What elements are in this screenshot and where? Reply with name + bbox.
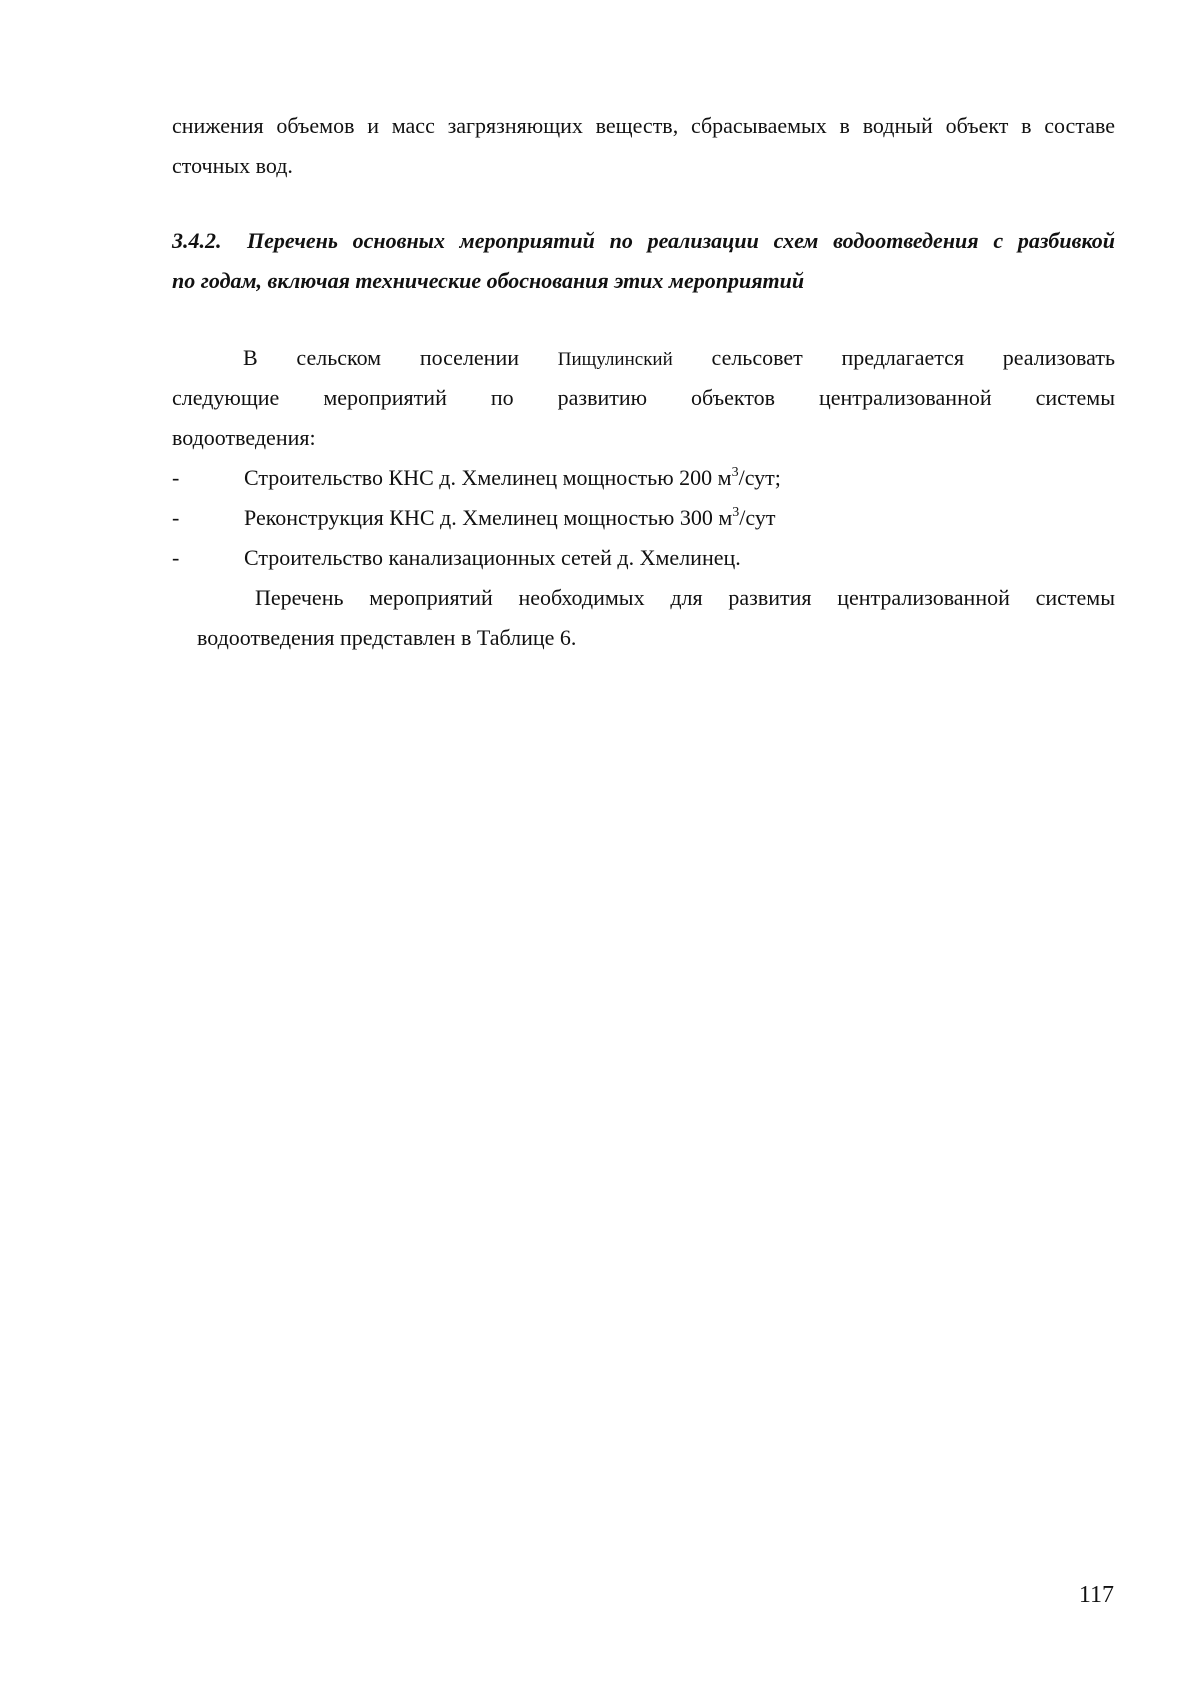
superscript-exponent: 3 [732, 505, 740, 520]
intro-paragraph-line-2: следующие мероприятий по развитию объектов централизованной системы [172, 385, 1115, 410]
closing-paragraph-line-1: Перечень мероприятий необходимых для развития централизованной системы [255, 585, 1115, 610]
intro-text-after-name: сельсовет предлагается реализовать [711, 345, 1115, 370]
section-heading-line-1 [172, 221, 1115, 261]
section-number: 3.4.2. [172, 228, 222, 253]
intro-paragraph-line-3: водоотведения: [172, 425, 316, 450]
closing-paragraph-line-2: водоотведения представлен в Таблице 6. [197, 625, 577, 650]
measure-label: Строительство канализационных сетей д. Хмелинец. [244, 545, 741, 570]
bullet-dash: - [172, 465, 180, 490]
measure-text [244, 538, 741, 578]
measure-unit-tail: /сут [739, 505, 776, 530]
settlement-name: Пищулинский [557, 349, 673, 370]
bullet-dash: - [172, 505, 180, 530]
intro-text-before-name: В сельском поселении [243, 345, 520, 370]
section-title-part-1: Перечень основных мероприятий по реализации схем водоотведения с разбивкой [247, 228, 1115, 253]
section-title-part-2: по годам, включая технические обоснования этих мероприятий [172, 268, 805, 293]
measure-label: Реконструкция КНС д. Хмелинец мощностью 300 м [244, 505, 733, 530]
continuation-line-2: сточных вод. [172, 153, 293, 178]
measure-label: Строительство КНС д. Хмелинец мощностью 200 м [244, 465, 732, 490]
intro-paragraph-line-1 [243, 338, 1115, 380]
bullet-dash: - [172, 545, 180, 570]
superscript-exponent: 3 [731, 465, 739, 480]
page-number: 117 [1078, 1582, 1114, 1608]
measure-text [244, 498, 776, 538]
measure-text [244, 458, 781, 498]
measure-unit-tail: /сут; [738, 465, 781, 490]
continuation-line-1: снижения объемов и масс загрязняющих веществ, сбрасываемых в водный объект в составе [172, 113, 1115, 138]
